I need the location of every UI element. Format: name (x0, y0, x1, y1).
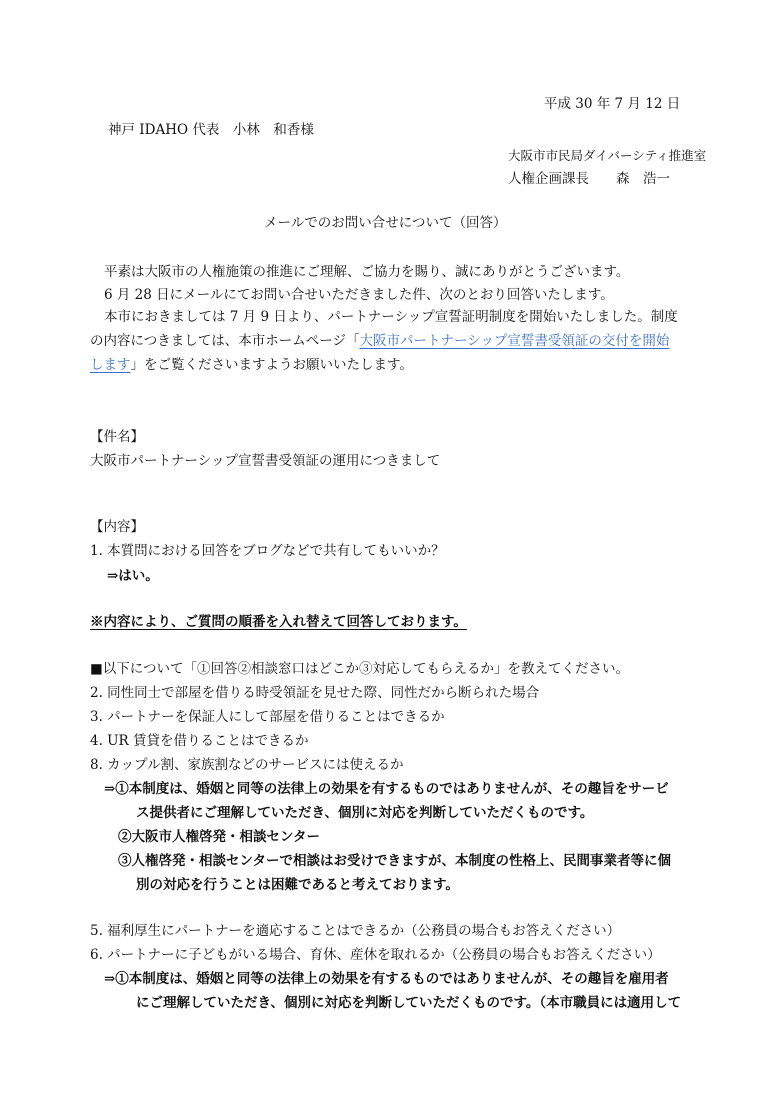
question-2: 2. 同性同士で部屋を借りる時受領証を見せた際、同性だから断られた場合 (90, 685, 540, 701)
intro-line-5-text: 」をご覧くださいますようお願いいたします。 (130, 357, 413, 373)
reorder-note: ※内容により、ご質問の順番を入れ替えて回答しております。 (90, 614, 467, 630)
intro-line-3: 本市におきましては 7 月 9 日より、パートナーシップ宣誓証明制度を開始いたしました。制度 (104, 309, 678, 325)
question-6: 6. パートナーに子どもがいる場合、育休、産休を取れるか（公務員の場合もお答えください） (90, 947, 661, 963)
recipient-name: 神戸 IDAHO 代表 小林 和香様 (108, 122, 314, 138)
question-8: 8. カップル割、家族割などのサービスには使えるか (90, 757, 404, 773)
subject-text: 大阪市パートナーシップ宣誓書受領証の運用につきまして (90, 453, 441, 469)
answer-1: ⇒はい。 (107, 568, 159, 584)
answer-group-1-item-1: ⇒①本制度は、婚姻と同等の法律上の効果を有するものではありませんが、その趣旨をサービ (104, 781, 669, 797)
answer-group-2-item-1-cont: にご理解していただき、個別に対応を判断していただくものです。（本市職員には適用して (136, 995, 682, 1011)
sender-name: 人権企画課長 森 浩一 (508, 171, 670, 187)
intro-line-4 (90, 331, 669, 351)
question-3: 3. パートナーを保証人にして部屋を借りることはできるか (90, 709, 445, 725)
homepage-link-continued[interactable]: します (90, 357, 131, 373)
answer-group-1-item-2: ②大阪市人権啓発・相談センター (118, 829, 320, 845)
sender-department: 大阪市市民局ダイバーシティ推進室 (508, 148, 707, 163)
intro-line-2: 6 月 28 日にメールにてお問い合せいただきました件、次のとおり回答いたします。 (104, 287, 614, 303)
intro-line-5 (90, 355, 413, 375)
request-line: ■以下について「①回答②相談窓口はどこか③対応してもらえるか」を教えてください。 (90, 661, 629, 677)
content-heading: 【内容】 (90, 519, 144, 535)
answer-group-1-item-1-cont: ス提供者にご理解していただき、個別に対応を判断していただくものです。 (136, 805, 594, 821)
answer-group-1-item-3: ③人権啓発・相談センターで相談はお受けできますが、本制度の性格上、民間事業者等に個 (118, 853, 671, 869)
homepage-link[interactable]: 大阪市パートナーシップ宣誓書受領証の交付を開始 (359, 333, 670, 349)
document-date: 平成 30 年 7 月 12 日 (544, 96, 681, 112)
question-5: 5. 福利厚生にパートナーを適応することはできるか（公務員の場合もお答えください） (90, 923, 621, 939)
answer-group-1-item-3-cont: 別の対応を行うことは困難であると考えております。 (136, 877, 459, 893)
intro-line-4-text: の内容につきましては、本市ホームページ「 (90, 333, 360, 349)
question-4: 4. UR 賃貸を借りることはできるか (90, 733, 309, 749)
question-1: 1. 本質問における回答をブログなどで共有してもいいか？ (90, 543, 445, 559)
document-title: メールでのお問い合せについて（回答） (264, 215, 507, 231)
answer-group-2-item-1: ⇒①本制度は、婚姻と同等の法律上の効果を有するものではありませんが、その趣旨を雇用者 (104, 971, 669, 987)
subject-heading: 【件名】 (90, 429, 144, 445)
intro-line-1: 平素は大阪市の人権施策の推進にご理解、ご協力を賜り、誠にありがとうございます。 (104, 264, 630, 280)
